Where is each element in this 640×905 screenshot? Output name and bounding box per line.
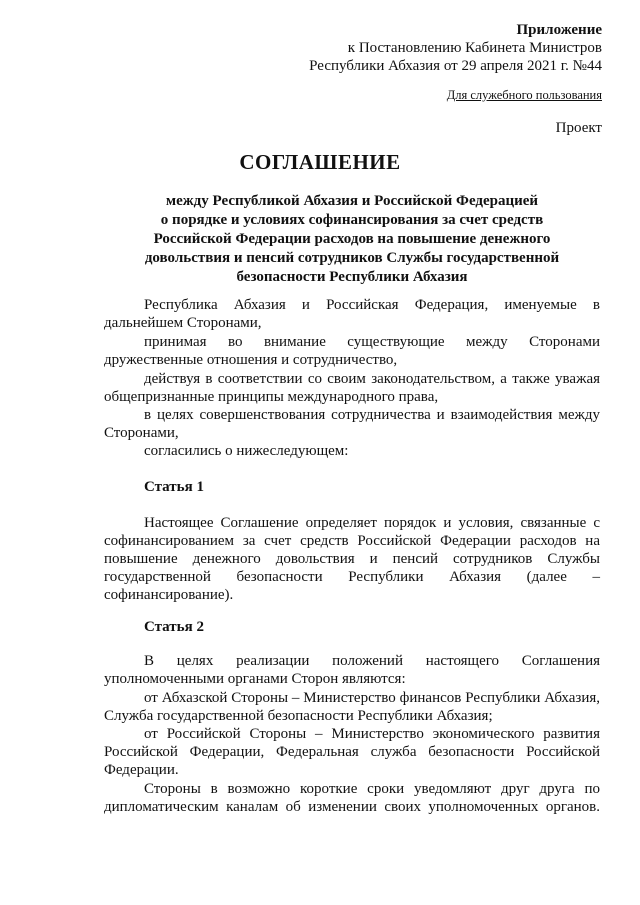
preamble-line: общепризнанные принципы международного права,: [104, 389, 439, 405]
appendix-line: к Постановлению Кабинета Министров: [347, 40, 602, 56]
article-2-line: В целях реализации положений настоящего Соглашения: [144, 653, 600, 669]
article-1-heading: Статья 1: [144, 479, 204, 495]
article-1-line: государственной безопасности Республики Абхазия (далее –: [104, 569, 600, 585]
article-1-line: Настоящее Соглашение определяет порядок и условия, связанные с: [144, 515, 600, 531]
article-2-heading: Статья 2: [144, 619, 204, 635]
article-2-line: Федерации.: [104, 762, 179, 778]
article-2-line: уполномоченными органами Сторон являются:: [104, 671, 406, 687]
article-1-line: софинансированием за счет средств Российской Федерации расходов на: [104, 533, 600, 549]
article-2-line: от Российской Стороны – Министерство экономического развития: [144, 726, 600, 742]
preamble-line: Республика Абхазия и Российская Федерация, именуемые в: [144, 297, 600, 313]
subtitle-line: о порядке и условиях софинансирования за счет средств: [160, 212, 544, 228]
preamble-line: согласились о нижеследующем:: [144, 443, 349, 459]
article-1-line: софинансирование).: [104, 587, 234, 603]
appendix-line: Республики Абхазия от 29 апреля 2021 г. №44: [309, 58, 602, 74]
subtitle-line: довольствия и пенсий сотрудников Службы государственной: [144, 250, 560, 266]
article-2-line: Стороны в возможно короткие сроки уведомляют друг друга по: [144, 781, 600, 797]
preamble-line: Сторонами,: [104, 425, 179, 441]
article-1-line: повышение денежного довольствия и пенсий сотрудников Службы: [104, 551, 600, 567]
article-2-line: дипломатическим каналам об изменении своих уполномоченных органов.: [104, 799, 600, 815]
appendix-title: Приложение: [516, 22, 602, 38]
article-2-line: от Абхазской Стороны – Министерство финансов Республики Абхазия,: [144, 690, 600, 706]
draft-label: Проект: [555, 120, 602, 136]
preamble-line: дружественные отношения и сотрудничество,: [104, 352, 398, 368]
subtitle-line: между Республикой Абхазия и Российской Федерацией: [165, 193, 539, 209]
preamble-line: в целях совершенствования сотрудничества и взаимодействия между: [144, 407, 600, 423]
subtitle-line: безопасности Республики Абхазия: [236, 269, 468, 285]
preamble-line: дальнейшем Сторонами,: [104, 315, 262, 331]
article-2-line: Служба государственной безопасности Республики Абхазия;: [104, 708, 493, 724]
article-2-line: Российской Федерации, Федеральная служба безопасности Российской: [104, 744, 600, 760]
document-subtitle: [100, 192, 604, 287]
subtitle-line: Российской Федерации расходов на повышение денежного: [153, 231, 551, 247]
preamble-line: принимая во внимание существующие между Сторонами: [144, 334, 600, 350]
restricted-use-label: Для служебного пользования: [446, 88, 602, 102]
document-title: СОГЛАШЕНИЕ: [239, 150, 401, 174]
preamble-line: действуя в соответствии со своим законодательством, а также уважая: [144, 371, 600, 387]
